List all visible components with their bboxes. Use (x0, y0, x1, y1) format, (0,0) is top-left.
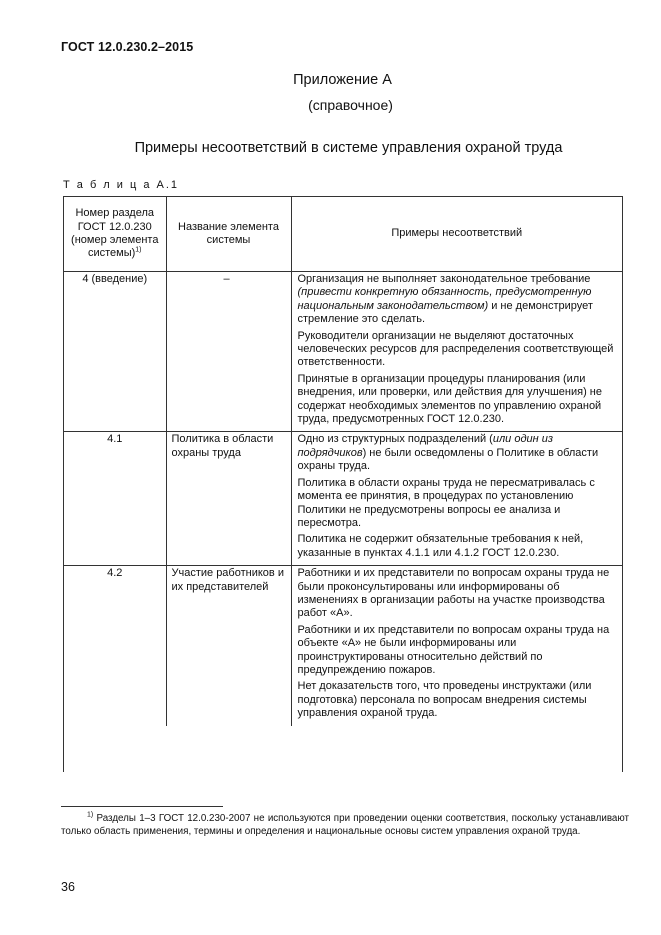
row-element-name: Политика в области охраны труда (166, 432, 291, 566)
table-row (64, 432, 622, 566)
header-section-number-label: Номер раздела ГОСТ 12.0.230 (номер элемента системы) (71, 207, 159, 260)
example-text: и не демонстрирует стремление это сделать. (297, 299, 593, 326)
row-section-number: 4.2 (64, 566, 166, 726)
example-paragraph: Руководители организации не выделяют достаточных человеческих ресурсов для распределения соответствующей ответственности. (297, 329, 614, 369)
example-paragraph: Политика в области охраны труда не пересматривалась с момента ее принятия, в процедурах по установлению Политики не предусмотрены вопросы ее анализа и пересмотра. (297, 476, 595, 529)
page-number: 36 (61, 880, 75, 894)
example-paragraph: Работники и их представители по вопросам охраны труда на объекте «А» не были информированы или проинструктированы относительно действий по предупреждению пожаров. (297, 623, 610, 676)
header-nonconformity-examples: Примеры несоответствий (291, 197, 622, 272)
example-paragraph (298, 433, 617, 473)
row-examples (291, 566, 622, 726)
example-paragraph: Работники и их представители по вопросам охраны труда не были проконсультированы или информированы об изменениях в организации работы на участке производства работ «А». (297, 567, 610, 620)
appendix-subtitle: (справочное) (308, 97, 393, 113)
header-section-number (64, 197, 166, 272)
example-paragraph: Нет доказательств того, что проведены инструктажи (или подготовка) персонала по вопросам внедрения системы управления охраной труда. (297, 680, 592, 720)
row-examples (291, 272, 622, 432)
nonconformity-table (64, 197, 622, 726)
example-text: Одно из структурных подразделений ( (297, 433, 493, 446)
footnote-ref: 1) (135, 246, 142, 254)
section-title: Примеры несоответствий в системе управления охраной труда (134, 140, 563, 156)
table-row (64, 566, 622, 726)
example-italic-text: (привести конкретную обязанность, предусмотренную национальным законодательством) (297, 286, 592, 312)
footnote-divider (61, 806, 223, 807)
row-section-number: 4.1 (64, 432, 166, 566)
example-text: ) не были осведомлены о Политике в области охраны труда. (297, 446, 599, 473)
example-paragraph: Принятые в организации процедуры планирования (или внедрения, или проверки, или действия для улучшения) не содержат необходимых элементов по управлению охраной труда, предусмотренных ГОСТ 12.0.230. (297, 372, 602, 426)
row-examples (291, 432, 622, 566)
example-paragraph (298, 273, 617, 327)
footnote (61, 813, 629, 839)
document-code: ГОСТ 12.0.230.2–2015 (61, 40, 194, 54)
example-italic-text: или один из подрядчиков (297, 433, 553, 459)
table-row (64, 272, 622, 432)
header-element-name: Название элемента системы (166, 197, 291, 272)
row-element-name: Участие работников и их представителей (166, 566, 291, 726)
table-header-row (64, 197, 622, 272)
row-element-name: – (166, 272, 291, 432)
example-paragraph: Политика не содержит обязательные требования к ней, указанные в пунктах 4.1.1 или 4.1.2 ГОСТ 12.0.230. (297, 533, 584, 559)
footnote-text: Разделы 1–3 ГОСТ 12.0.230-2007 не используются при проведении оценки соответствия, поскольку устанавливают только область применения, термины и определения и национальные основы систем управления охраной труда. (61, 813, 629, 837)
footnote-marker: 1) (87, 811, 94, 819)
row-section-number: 4 (введение) (64, 272, 166, 432)
nonconformity-table-frame (63, 196, 623, 772)
example-text: Организация не выполняет законодательное требование (297, 273, 591, 285)
appendix-title: Приложение А (293, 72, 392, 88)
table-caption: Т а б л и ц а А.1 (63, 179, 180, 191)
